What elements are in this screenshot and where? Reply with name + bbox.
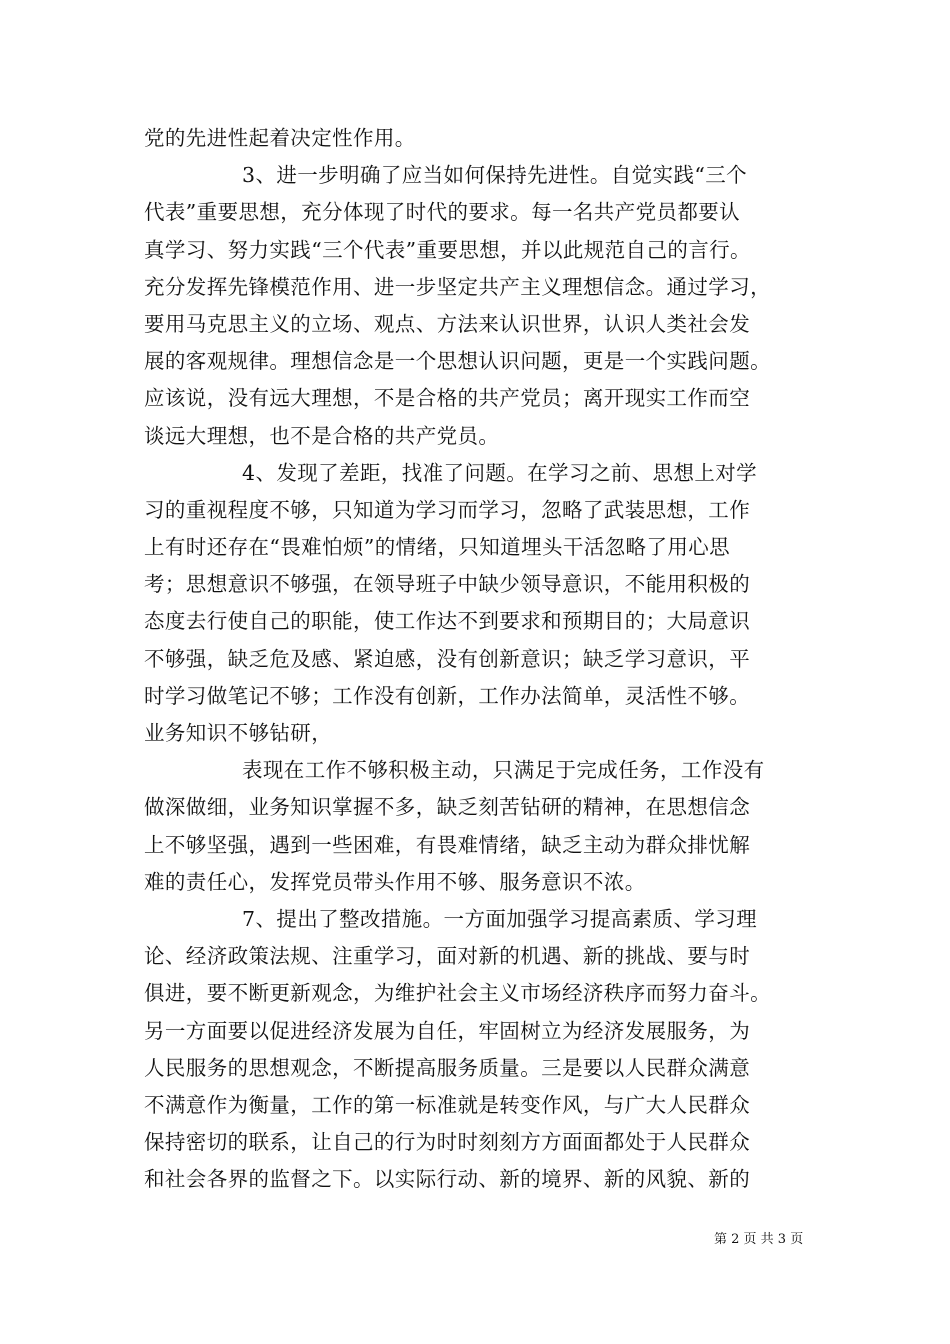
text-line: 真学习、努力实践“三个代表”重要思想，并以此规范自己的言行。	[144, 237, 751, 262]
text-line: 3、进一步明确了应当如何保持先进性。自觉实践“三个	[242, 163, 748, 188]
text-line: 4、发现了差距，找准了问题。在学习之前、思想上对学	[242, 460, 758, 485]
text-line: 上有时还存在“畏难怕烦”的情绪，只知道埋头干活忽略了用心思	[144, 535, 731, 560]
text-line: 党的先进性起着决定性作用。	[144, 126, 416, 150]
text-line: 人民服务的思想观念，不断提高服务质量。三是要以人民群众满意	[144, 1055, 751, 1080]
text-line: 和社会各界的监督之下。以实际行动、新的境界、新的风貌、新的	[144, 1167, 751, 1192]
page-number-footer: 第 2 页 共 3 页	[714, 1232, 804, 1247]
text-line: 态度去行使自己的职能，使工作达不到要求和预期目的；大局意识	[144, 609, 751, 634]
text-line: 论、经济政策法规、注重学习，面对新的机遇、新的挑战、要与时	[144, 944, 751, 969]
text-line: 应该说，没有远大理想，不是合格的共产党员；离开现实工作而空	[144, 386, 751, 411]
text-line: 谈远大理想，也不是合格的共产党员。	[144, 423, 500, 448]
text-line: 难的责任心，发挥党员带头作用不够、服务意识不浓。	[144, 869, 646, 894]
text-line: 上不够坚强，遇到一些困难，有畏难情绪，缺乏主动为群众排忧解	[144, 832, 751, 857]
text-line: 展的客观规律。理想信念是一个思想认识问题，更是一个实践问题。	[144, 349, 771, 374]
text-line: 习的重视程度不够，只知道为学习而学习，忽略了武装思想，工作	[144, 497, 751, 522]
text-line: 不够强，缺乏危及感、紧迫感，没有创新意识；缺乏学习意识，平	[144, 646, 751, 671]
text-line: 另一方面要以促进经济发展为自任，牢固树立为经济发展服务，为	[144, 1018, 751, 1043]
text-line: 时学习做笔记不够；工作没有创新，工作办法简单，灵活性不够。	[144, 683, 751, 708]
text-line: 表现在工作不够积极主动，只满足于完成任务，工作没有	[242, 758, 765, 783]
text-line: 7、提出了整改措施。一方面加强学习提高素质、学习理	[242, 906, 758, 931]
text-line: 要用马克思主义的立场、观点、方法来认识世界，认识人类社会发	[144, 311, 751, 336]
text-line: 业务知识不够钻研，	[144, 721, 333, 745]
body-text	[144, 120, 824, 1198]
text-line: 俱进，要不断更新观念，为维护社会主义市场经济秩序而努力奋斗。	[144, 981, 771, 1006]
text-line: 充分发挥先锋模范作用、进一步坚定共产主义理想信念。通过学习，	[144, 274, 771, 299]
text-line: 考；思想意识不够强，在领导班子中缺少领导意识，不能用积极的	[144, 572, 751, 597]
text-line: 代表”重要思想，充分体现了时代的要求。每一名共产党员都要认	[144, 200, 741, 225]
text-line: 保持密切的联系，让自己的行为时时刻刻方方面面都处于人民群众	[144, 1130, 751, 1155]
text-line: 不满意作为衡量，工作的第一标准就是转变作风，与广大人民群众	[144, 1092, 751, 1117]
text-line: 做深做细，业务知识掌握不多，缺乏刻苦钻研的精神，在思想信念	[144, 795, 751, 820]
